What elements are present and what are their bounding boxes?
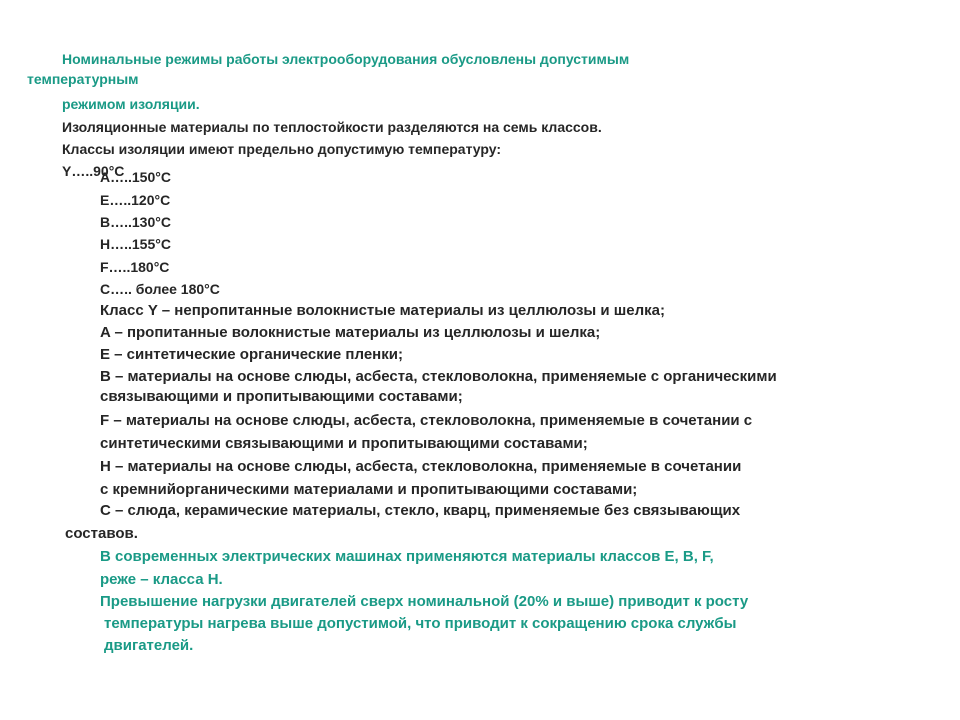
overload-line-1: Превышение нагрузки двигателей сверх номинальной (20% и выше) приводит к росту: [100, 593, 749, 610]
intro-line-3: режимом изоляции.: [62, 96, 200, 112]
overload-line-3: двигателей.: [104, 637, 194, 654]
temp-class-f: F…..180°C: [100, 259, 170, 275]
desc-class-b-1: B – материалы на основе слюды, асбеста, стекловолокна, применяемые с органическими: [100, 368, 777, 385]
desc-class-b-2: связывающими и пропитывающими составами;: [100, 388, 463, 405]
desc-class-h-1: H – материалы на основе слюды, асбеста, стекловолокна, применяемые в сочетании: [100, 458, 742, 475]
intro-line-1: Номинальные режимы работы электрооборудования обусловлены допустимым: [62, 51, 630, 67]
desc-class-a: A – пропитанные волокнистые материалы из целлюлозы и шелка;: [100, 324, 601, 341]
desc-class-y: Класс Y – непропитанные волокнистые материалы из целлюлозы и шелка;: [100, 302, 665, 319]
temp-class-b: B…..130°C: [100, 214, 171, 230]
desc-class-e: E – синтетические органические пленки;: [100, 346, 403, 363]
temp-class-a: A…..150°C: [100, 169, 171, 185]
limit-statement: Классы изоляции имеют предельно допустимую температуру:: [62, 141, 502, 157]
modern-line-1: В современных электрических машинах применяются материалы классов E, B, F,: [100, 548, 714, 565]
desc-class-h-2: с кремнийорганическими материалами и пропитывающими составами;: [100, 481, 638, 498]
temp-class-e: E…..120°C: [100, 192, 171, 208]
modern-line-2: реже – класса H.: [100, 571, 223, 588]
desc-class-c-2: составов.: [65, 525, 138, 542]
temp-class-h: H…..155°C: [100, 236, 171, 252]
classes-statement: Изоляционные материалы по теплостойкости разделяются на семь классов.: [62, 119, 602, 135]
overload-line-2: температуры нагрева выше допустимой, что приводит к сокращению срока службы: [104, 615, 737, 632]
intro-line-2: температурным: [27, 71, 139, 87]
temp-class-c: C….. более 180°C: [100, 281, 220, 297]
desc-class-f-2: синтетическими связывающими и пропитывающими составами;: [100, 435, 588, 452]
desc-class-c-1: C – слюда, керамические материалы, стекло, кварц, применяемые без связывающих: [100, 502, 741, 519]
desc-class-f-1: F – материалы на основе слюды, асбеста, стекловолокна, применяемые в сочетании с: [100, 412, 753, 429]
temp-class-y: Y…..90°C: [62, 163, 125, 179]
